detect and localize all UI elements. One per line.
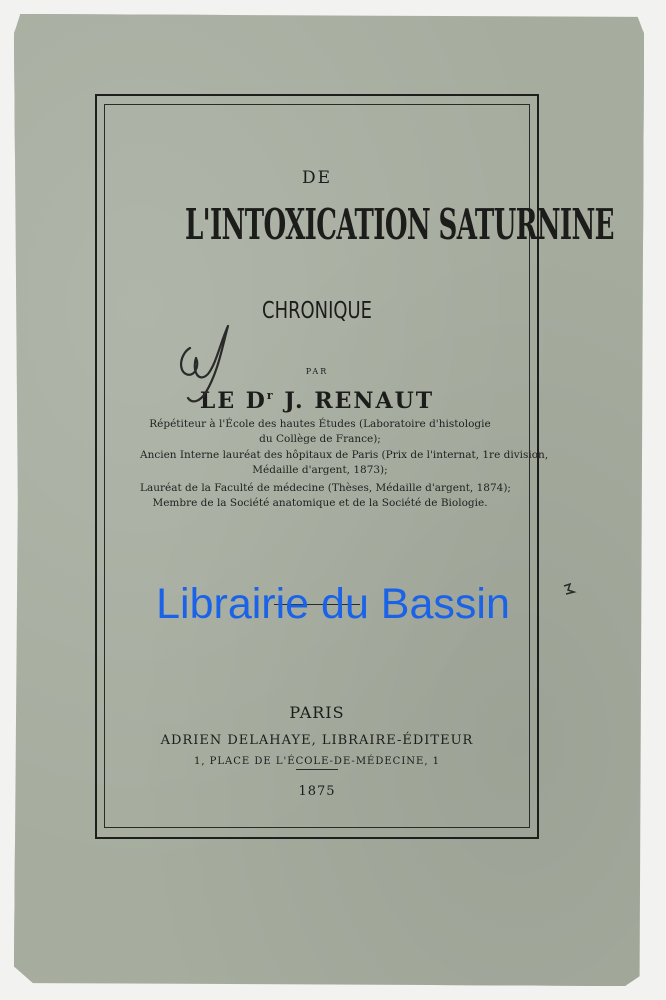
publisher-address: 1, PLACE DE L'ÉCOLE-DE-MÉDECINE, 1 [193,756,441,767]
credential-line: Médaille d'argent, 1873); [252,464,388,476]
publication-year: 1875 [298,784,336,799]
year-rule [296,769,338,770]
credential-line: Lauréat de la Faculté de médecine (Thèses, Médaille d'argent, 1874); [140,482,511,494]
credential-line: Répétiteur à l'École des hautes Études (Laboratoire d'histologie [149,418,491,430]
watermark-text: Librairie du Bassin [156,580,510,628]
book-subtitle: CHRONIQUE [262,298,372,324]
publication-city: PARIS [289,703,345,722]
credential-line: Ancien Interne lauréat des hôpitaux de Paris (Prix de l'internat, 1re division, [140,449,549,461]
handwritten-mark [172,318,242,408]
credential-line: Membre de la Société anatomique et de la Société de Biologie. [152,497,488,509]
by-line: PAR [305,367,329,376]
publisher-name: ADRIEN DELAHAYE, LIBRAIRE-ÉDITEUR [160,733,474,748]
title-preposition: DE [301,168,333,188]
credential-line: du Collège de France); [259,433,381,445]
book-title: L'INTOXICATION SATURNINE [184,200,614,249]
author-name [104,388,530,414]
author-surname: J. RENAUT [274,388,435,414]
author-prefix-sup: r [266,389,275,402]
author-prefix: LE D [199,388,267,414]
